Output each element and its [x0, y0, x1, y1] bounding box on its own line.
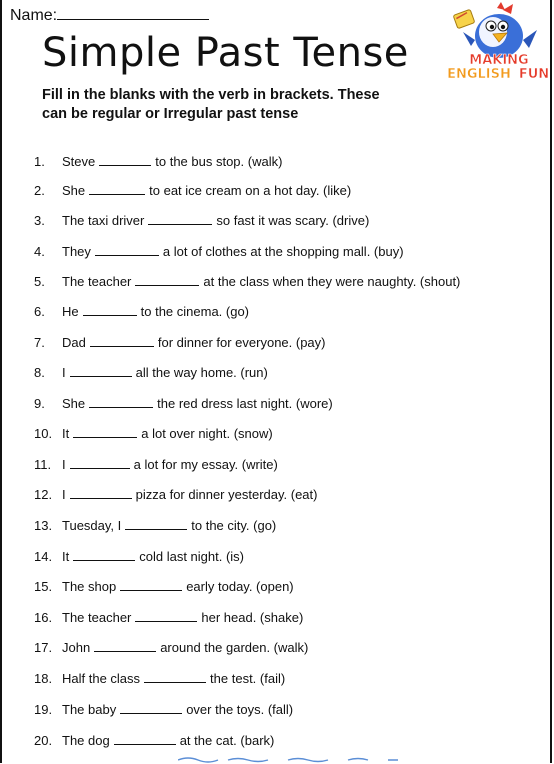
question-rest: at the cat. (bark) [179, 733, 275, 748]
question-rest: a lot over night. (snow) [141, 426, 273, 441]
question-subject: I [62, 365, 66, 380]
question-rest: pizza for dinner yesterday. (eat) [135, 487, 318, 502]
answer-blank [99, 153, 151, 166]
question-rest: a lot for my essay. (write) [133, 457, 278, 472]
logo-text [447, 53, 549, 82]
instructions: Fill in the blanks with the verb in brackets. These can be regular or Irregular past tense [42, 87, 380, 122]
question-sentence [62, 424, 273, 444]
question-row [0, 669, 554, 689]
question-subject: Half the class [62, 671, 141, 686]
question-row [0, 181, 554, 201]
question-sentence [62, 363, 268, 383]
question-number: 3. [34, 213, 45, 228]
question-row [0, 608, 554, 628]
question-sentence [62, 516, 276, 536]
answer-blank [120, 701, 182, 714]
question-sentence [62, 333, 326, 353]
question-rest: all the way home. (run) [135, 365, 268, 380]
question-subject: It [62, 426, 70, 441]
answer-blank [95, 243, 159, 256]
question-number: 17. [34, 640, 53, 655]
question-row [0, 424, 554, 444]
name-label: Name: [10, 7, 58, 24]
question-subject: The teacher [62, 274, 132, 289]
question-subject: He [62, 304, 79, 319]
question-number: 7. [34, 335, 45, 350]
question-rest: for dinner for everyone. (pay) [157, 335, 326, 350]
question-row [0, 485, 554, 505]
question-row [0, 577, 554, 597]
question-subject: Tuesday, I [62, 518, 122, 533]
answer-blank [144, 670, 206, 683]
question-subject: The baby [62, 702, 117, 717]
question-row [0, 394, 554, 414]
question-row [0, 211, 554, 231]
question-number: 6. [34, 304, 45, 319]
question-sentence [62, 547, 244, 567]
question-rest: the red dress last night. (wore) [157, 396, 333, 411]
question-number: 2. [34, 183, 45, 198]
answer-blank [90, 334, 154, 347]
question-subject: John [62, 640, 91, 655]
question-rest: to the bus stop. (walk) [155, 154, 283, 169]
logo-text-top: MAKING [469, 53, 529, 68]
question-sentence [62, 272, 460, 292]
question-sentence [62, 485, 317, 505]
question-sentence [62, 455, 278, 475]
question-row [0, 455, 554, 475]
making-english-fun-logo [441, 2, 553, 82]
question-subject: She [62, 183, 86, 198]
answer-blank [89, 182, 145, 195]
question-sentence [62, 731, 274, 751]
question-sentence [62, 608, 303, 628]
question-row [0, 547, 554, 567]
question-row [0, 363, 554, 383]
name-field [10, 5, 209, 25]
answer-blank [70, 456, 130, 469]
question-sentence [62, 669, 285, 689]
question-sentence [62, 394, 333, 414]
question-rest: to eat ice cream on a hot day. (like) [149, 183, 352, 198]
question-rest: to the cinema. (go) [140, 304, 250, 319]
answer-blank [125, 517, 187, 530]
question-rest: the test. (fail) [210, 671, 286, 686]
answer-blank [120, 578, 182, 591]
question-number: 1. [34, 154, 45, 169]
question-number: 10. [34, 426, 53, 441]
question-row [0, 333, 554, 353]
question-number: 14. [34, 549, 53, 564]
question-number: 4. [34, 244, 45, 259]
question-number: 11. [34, 457, 52, 472]
question-rest: over the toys. (fall) [186, 702, 294, 717]
question-subject: The dog [62, 733, 110, 748]
question-sentence [62, 302, 249, 322]
answer-blank [148, 212, 212, 225]
logo-text-fun: FUN [518, 67, 550, 82]
answer-blank [94, 639, 156, 652]
question-rest: so fast it was scary. (drive) [216, 213, 370, 228]
question-number: 20. [34, 733, 53, 748]
question-subject: The teacher [62, 610, 132, 625]
question-subject: It [62, 549, 70, 564]
logo-text-english: ENGLISH [447, 67, 511, 82]
question-rest: her head. (shake) [201, 610, 304, 625]
question-sentence [62, 638, 308, 658]
question-number: 16. [34, 610, 53, 625]
question-row [0, 638, 554, 658]
cartoon-bird-logo-icon [453, 2, 537, 58]
answer-blank [114, 732, 176, 745]
question-subject: The taxi driver [62, 213, 145, 228]
question-sentence [62, 181, 351, 201]
question-row [0, 272, 554, 292]
question-number: 5. [34, 274, 45, 289]
question-subject: The shop [62, 579, 117, 594]
question-number: 8. [34, 365, 45, 380]
question-subject: I [62, 487, 66, 502]
question-subject: Dad [62, 335, 86, 350]
answer-blank [73, 425, 137, 438]
question-number: 15. [34, 579, 53, 594]
question-row [0, 700, 554, 720]
question-row [0, 302, 554, 322]
question-number: 12. [34, 487, 53, 502]
question-subject: She [62, 396, 86, 411]
question-sentence [62, 211, 369, 231]
question-subject: They [62, 244, 91, 259]
question-number: 9. [34, 396, 45, 411]
answer-blank [73, 548, 135, 561]
question-subject: I [62, 457, 66, 472]
answer-blank [70, 486, 132, 499]
question-sentence [62, 152, 282, 172]
question-row [0, 152, 554, 172]
answer-blank [83, 303, 137, 316]
question-rest: at the class when they were naughty. (shout) [203, 274, 461, 289]
page-title: Simple Past Tense [42, 30, 409, 76]
question-row [0, 516, 554, 536]
question-sentence [62, 577, 294, 597]
question-number: 19. [34, 702, 53, 717]
answer-blank [135, 273, 199, 286]
question-rest: a lot of clothes at the shopping mall. (buy) [162, 244, 404, 259]
question-rest: cold last night. (is) [139, 549, 244, 564]
answer-blank [135, 609, 197, 622]
question-subject: Steve [62, 154, 96, 169]
question-sentence [62, 242, 404, 262]
question-rest: around the garden. (walk) [160, 640, 309, 655]
question-row [0, 242, 554, 262]
question-number: 13. [34, 518, 53, 533]
answer-blank [70, 364, 132, 377]
question-sentence [62, 700, 293, 720]
name-blank-line [57, 5, 209, 20]
answer-blank [89, 395, 153, 408]
question-rest: to the city. (go) [191, 518, 277, 533]
question-row [0, 731, 554, 751]
question-rest: early today. (open) [186, 579, 294, 594]
question-number: 18. [34, 671, 53, 686]
